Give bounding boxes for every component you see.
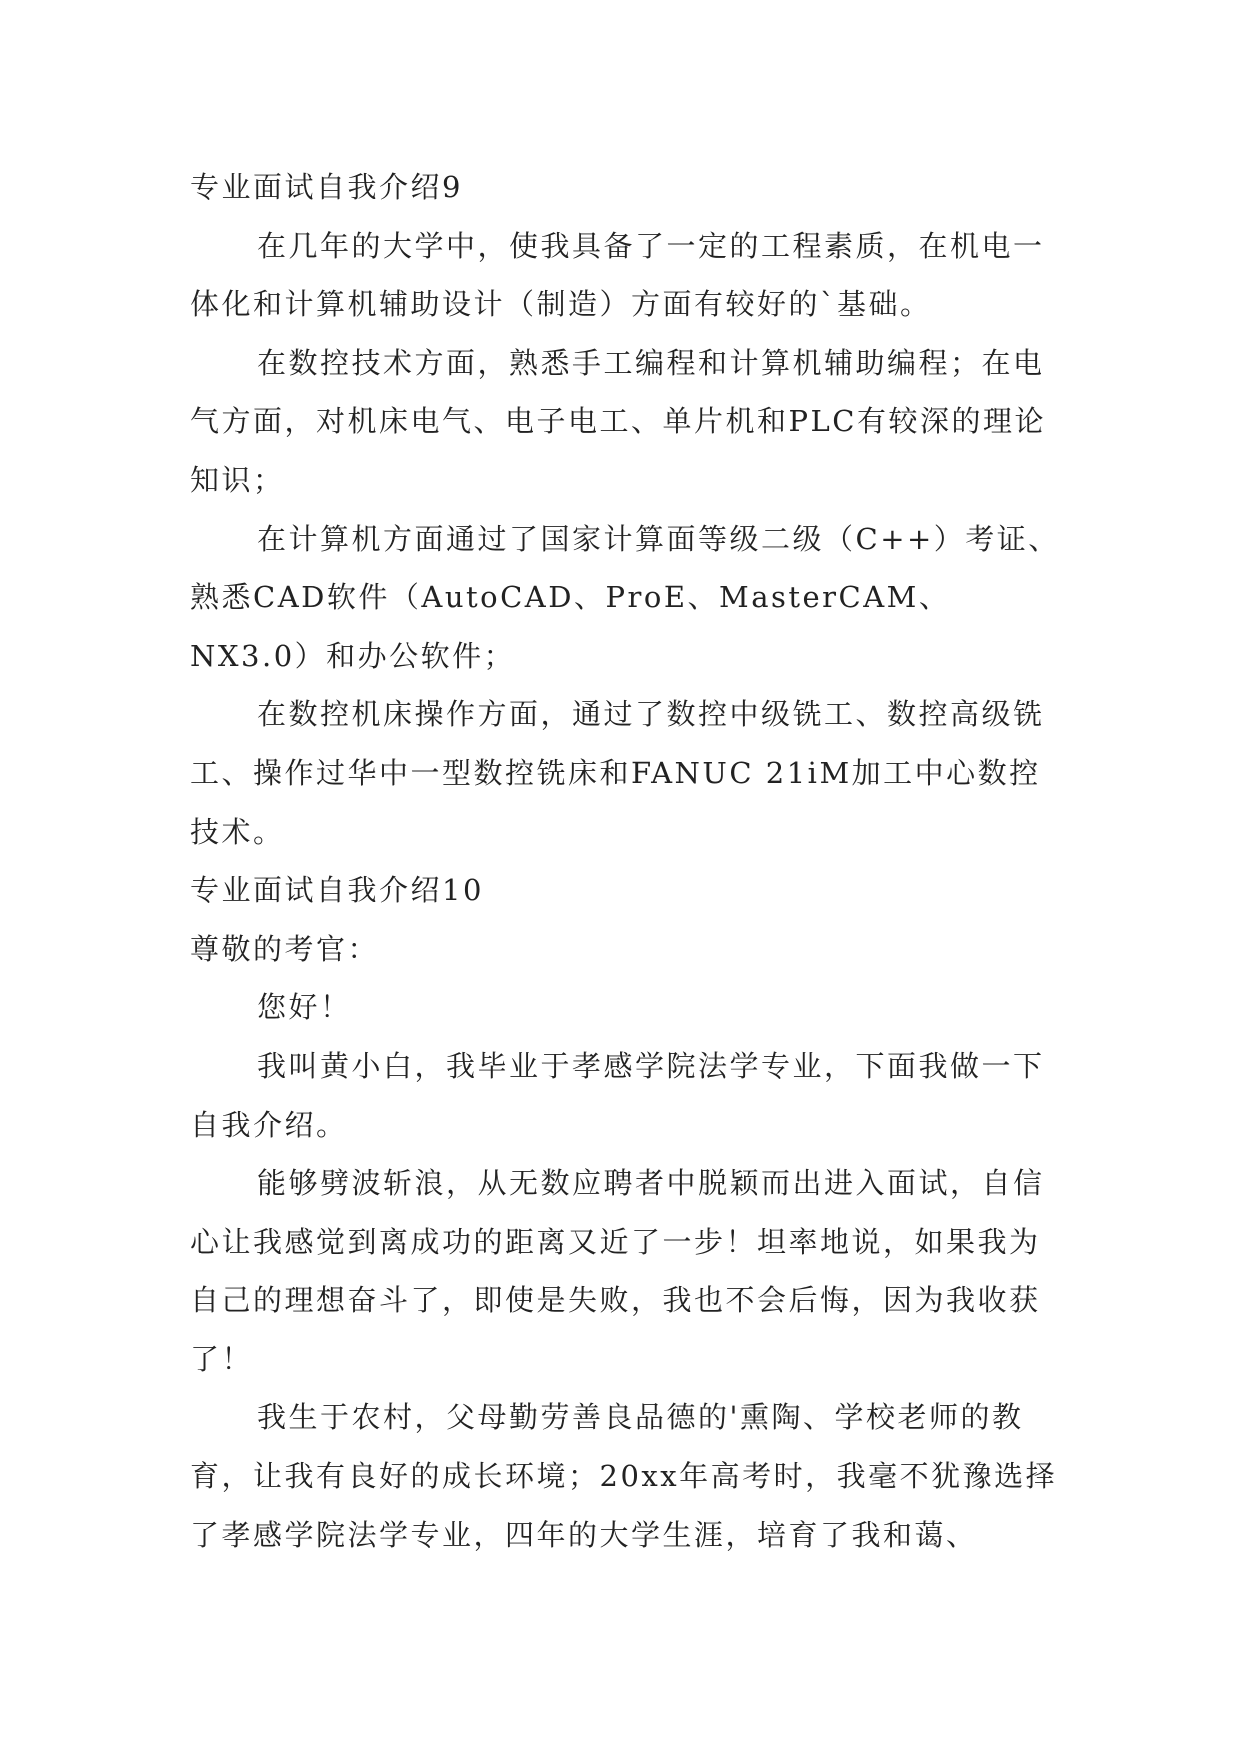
salutation: 尊敬的考官：	[190, 931, 380, 966]
paragraph: 在几年的大学中，使我具备了一定的工程素质，在机电一体化和计算机辅助设计（制造）方面有较好的`基础。	[190, 228, 1045, 322]
paragraph: 我叫黄小白，我毕业于孝感学院法学专业，下面我做一下自我介绍。	[190, 1048, 1045, 1142]
document-body	[190, 158, 1060, 1564]
section-heading-10: 专业面试自我介绍10	[190, 873, 484, 908]
paragraph: 能够劈波斩浪，从无数应聘者中脱颖而出进入面试，自信心让我感觉到离成功的距离又近了一步！坦率地说，如果我为自己的理想奋斗了，即使是失败，我也不会后悔，因为我收获了！	[190, 1166, 1045, 1376]
greeting: 您好！	[257, 990, 352, 1025]
paragraph: 在数控技术方面，熟悉手工编程和计算机辅助编程；在电气方面，对机床电气、电子电工、单片机和PLC有较深的理论知识；	[190, 345, 1046, 497]
paragraph: 在计算机方面通过了国家计算面等级二级（C++）考证、熟悉CAD软件（AutoCAD、ProE、MasterCAM、NX3.0）和办公软件；	[190, 521, 1060, 673]
paragraph: 在数控机床操作方面，通过了数控中级铣工、数控高级铣工、操作过华中一型数控铣床和FANUC 21iM加工中心数控技术。	[190, 697, 1045, 849]
paragraph: 我生于农村，父母勤劳善良品德的'熏陶、学校老师的教育，让我有良好的成长环境；20xx年高考时，我毫不犹豫选择了孝感学院法学专业，四年的大学生涯，培育了我和蔼、	[190, 1400, 1058, 1552]
section-heading-9: 专业面试自我介绍9	[190, 170, 463, 204]
